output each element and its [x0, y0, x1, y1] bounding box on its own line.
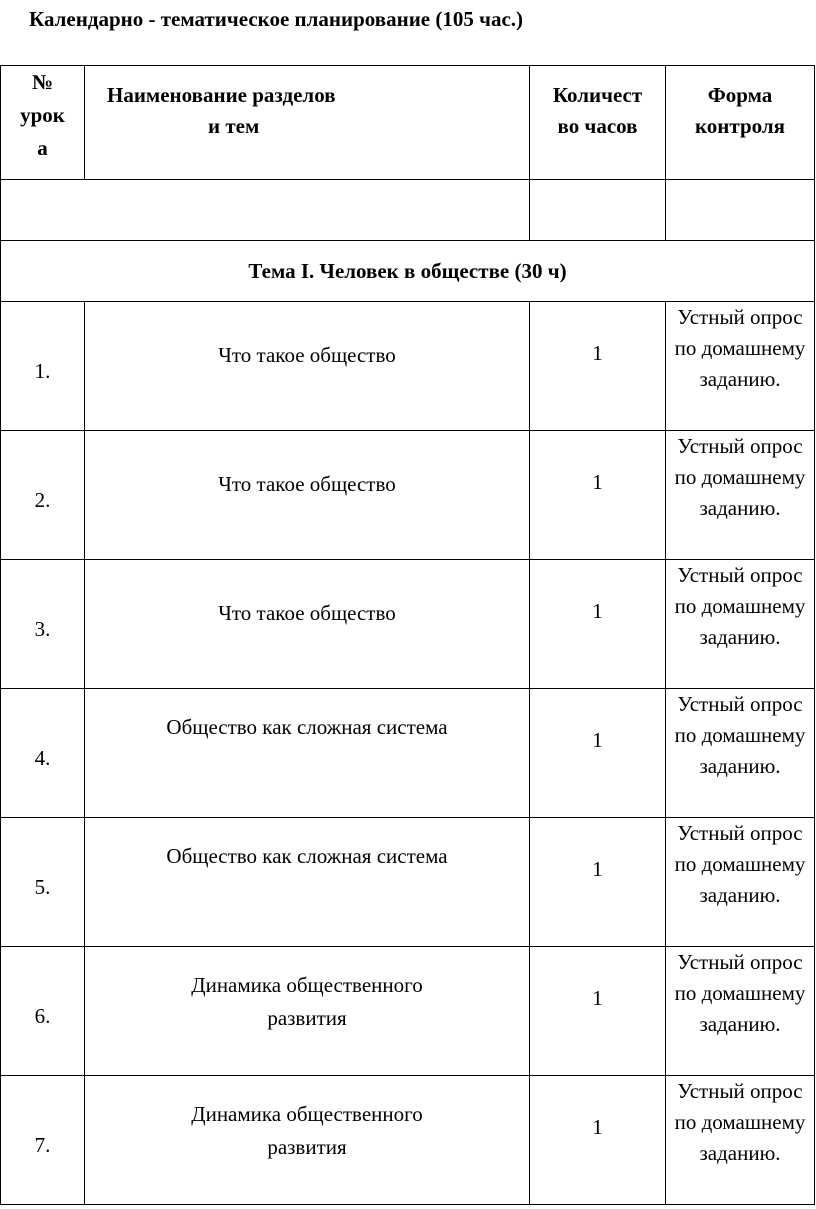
lesson-number-text: 7.: [34, 1132, 51, 1157]
lesson-control-text: Устный опрос по домашнему заданию.: [674, 950, 806, 1036]
lesson-control-text: Устный опрос по домашнему заданию.: [674, 305, 806, 391]
lesson-hours: [530, 560, 666, 689]
lesson-number: [1, 689, 85, 818]
lesson-number-text: 3.: [34, 616, 51, 641]
lesson-topic: [85, 1076, 530, 1205]
section-row: [1, 241, 815, 302]
header-hours-line-2: во часов: [557, 114, 638, 138]
header-form-line-1: Форма: [707, 83, 773, 107]
lesson-number-text: 6.: [34, 1003, 51, 1028]
table-header-row: [1, 66, 815, 180]
lesson-topic-text: Динамика общественного развития: [191, 973, 423, 1030]
lesson-control-form: [666, 560, 815, 689]
lesson-control-form: [666, 431, 815, 560]
header-name-line-2: и тем: [208, 114, 260, 138]
lesson-hours: [530, 947, 666, 1076]
header-hours-line-1: Количест: [552, 83, 643, 107]
header-section-name: [85, 66, 530, 180]
lesson-control-form: [666, 302, 815, 431]
lesson-topic: [85, 947, 530, 1076]
lesson-number: [1, 560, 85, 689]
table-row: [1, 1076, 815, 1205]
lesson-hours: [530, 431, 666, 560]
lesson-topic: [85, 560, 530, 689]
lesson-topic-text: Общество как сложная система: [166, 844, 448, 868]
header-hours: [530, 66, 666, 180]
table-row: [1, 431, 815, 560]
lesson-control-form: [666, 689, 815, 818]
table-row: [1, 689, 815, 818]
lesson-topic: [85, 689, 530, 818]
lesson-hours: [530, 1076, 666, 1205]
lesson-hours-text: 1: [592, 986, 603, 1010]
lesson-hours: [530, 818, 666, 947]
table-row: [1, 560, 815, 689]
empty-cell: [1, 180, 530, 241]
lesson-hours: [530, 689, 666, 818]
lesson-topic: [85, 818, 530, 947]
lesson-number-text: 4.: [34, 745, 51, 770]
lesson-number: [1, 947, 85, 1076]
empty-cell: [530, 180, 666, 241]
lesson-control-form: [666, 818, 815, 947]
planning-table: [0, 65, 815, 1205]
lesson-control-form: [666, 947, 815, 1076]
section-title: Тема I. Человек в обществе (30 ч): [1, 241, 815, 302]
lesson-topic-text: Общество как сложная система: [166, 715, 448, 739]
document-title: Календарно - тематическое планирование (105 час.): [29, 7, 524, 31]
lesson-topic: [85, 302, 530, 431]
header-lesson-number: [1, 66, 85, 180]
lesson-hours-text: 1: [592, 470, 603, 494]
lesson-control-text: Устный опрос по домашнему заданию.: [674, 563, 806, 649]
lesson-hours-text: 1: [592, 599, 603, 623]
header-num-line-1: №: [31, 70, 54, 94]
lesson-topic-text: Динамика общественного развития: [191, 1102, 423, 1159]
header-name-line-1: Наименование разделов: [107, 83, 336, 107]
header-control-form: [666, 66, 815, 180]
lesson-number-text: 2.: [34, 487, 51, 512]
lesson-control-text: Устный опрос по домашнему заданию.: [674, 692, 806, 778]
table-row: [1, 818, 815, 947]
header-num-line-3: а: [37, 136, 48, 160]
lesson-hours-text: 1: [592, 728, 603, 752]
lesson-number: [1, 431, 85, 560]
lesson-control-form: [666, 1076, 815, 1205]
lesson-number: [1, 1076, 85, 1205]
lesson-hours: [530, 302, 666, 431]
lesson-hours-text: 1: [592, 1115, 603, 1139]
lesson-number: [1, 818, 85, 947]
lesson-topic-text: Что такое общество: [218, 472, 396, 496]
empty-row: [1, 180, 815, 241]
table-row: [1, 302, 815, 431]
lesson-topic-text: Что такое общество: [218, 343, 396, 367]
header-form-line-2: контроля: [694, 114, 786, 138]
lesson-topic: [85, 431, 530, 560]
header-num-line-2: урок: [20, 103, 65, 127]
lesson-control-text: Устный опрос по домашнему заданию.: [674, 1079, 806, 1165]
lesson-hours-text: 1: [592, 341, 603, 365]
lesson-control-text: Устный опрос по домашнему заданию.: [674, 434, 806, 520]
lesson-number-text: 5.: [34, 874, 51, 899]
table-row: [1, 947, 815, 1076]
lesson-control-text: Устный опрос по домашнему заданию.: [674, 821, 806, 907]
lesson-number-text: 1.: [34, 358, 51, 383]
lesson-number: [1, 302, 85, 431]
lesson-topic-text: Что такое общество: [218, 601, 396, 625]
empty-cell: [666, 180, 815, 241]
lesson-hours-text: 1: [592, 857, 603, 881]
